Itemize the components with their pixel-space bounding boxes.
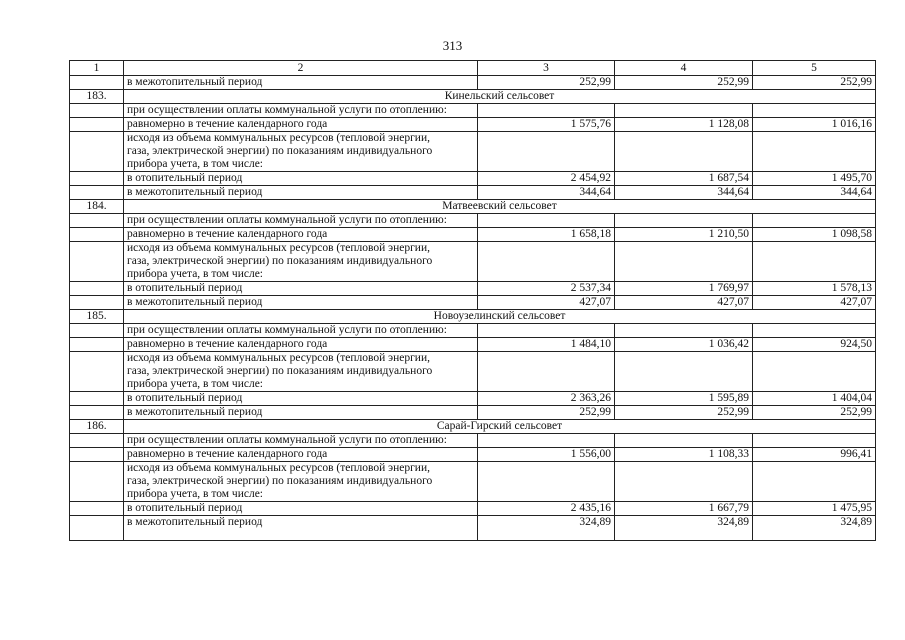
value-cell: 427,07 bbox=[478, 296, 615, 310]
label-line: прибора учета, в том числе: bbox=[127, 378, 263, 390]
value-cell: 252,99 bbox=[753, 76, 876, 90]
label-cell: равномерно в течение календарного года bbox=[124, 448, 478, 462]
value-cell: 2 363,26 bbox=[478, 392, 615, 406]
value-cell: 1 098,58 bbox=[753, 228, 876, 242]
value-cell: 324,89 bbox=[615, 516, 753, 541]
index-cell bbox=[70, 392, 124, 406]
label-cell: при осуществлении оплаты коммунальной услуги по отоплению: bbox=[124, 214, 478, 228]
value-cell: 1 495,70 bbox=[753, 172, 876, 186]
label-cell: равномерно в течение календарного года bbox=[124, 118, 478, 132]
value-cell: 1 036,42 bbox=[615, 338, 753, 352]
value-cell bbox=[478, 462, 615, 502]
section-name: Матвеевский сельсовет bbox=[124, 200, 876, 214]
value-cell: 252,99 bbox=[478, 406, 615, 420]
table-row bbox=[70, 296, 876, 310]
value-cell: 252,99 bbox=[615, 76, 753, 90]
value-cell bbox=[478, 242, 615, 282]
table-row bbox=[70, 352, 876, 392]
label-line: исходя из объема коммунальных ресурсов (тепловой энергии, bbox=[127, 132, 430, 144]
label-line: исходя из объема коммунальных ресурсов (тепловой энергии, bbox=[127, 352, 430, 364]
index-cell bbox=[70, 214, 124, 228]
value-cell: 1 016,16 bbox=[753, 118, 876, 132]
section-index: 186. bbox=[70, 420, 124, 434]
value-cell: 1 556,00 bbox=[478, 448, 615, 462]
column-header-row bbox=[70, 61, 876, 76]
label-line: прибора учета, в том числе: bbox=[127, 488, 263, 500]
table-row bbox=[70, 186, 876, 200]
label-cell: в межотопительный период bbox=[124, 186, 478, 200]
table-row bbox=[70, 282, 876, 296]
table-row bbox=[70, 132, 876, 172]
table-row bbox=[70, 338, 876, 352]
label-cell: в отопительный период bbox=[124, 282, 478, 296]
value-cell: 252,99 bbox=[753, 406, 876, 420]
tariff-table bbox=[69, 60, 876, 541]
label-line: газа, электрической энергии) по показаниям индивидуального bbox=[127, 365, 433, 377]
table-row bbox=[70, 434, 876, 448]
index-cell bbox=[70, 324, 124, 338]
index-cell bbox=[70, 132, 124, 172]
table-row bbox=[70, 76, 876, 90]
value-cell: 1 595,89 bbox=[615, 392, 753, 406]
column-header: 5 bbox=[753, 61, 876, 76]
index-cell bbox=[70, 296, 124, 310]
index-cell bbox=[70, 104, 124, 118]
label-line: прибора учета, в том числе: bbox=[127, 268, 263, 280]
value-cell bbox=[615, 132, 753, 172]
value-cell bbox=[753, 104, 876, 118]
index-cell bbox=[70, 352, 124, 392]
label-cell: в отопительный период bbox=[124, 392, 478, 406]
label-cell bbox=[124, 462, 478, 502]
section-index: 184. bbox=[70, 200, 124, 214]
label-cell: в отопительный период bbox=[124, 502, 478, 516]
label-line: исходя из объема коммунальных ресурсов (тепловой энергии, bbox=[127, 462, 430, 474]
index-cell bbox=[70, 76, 124, 90]
table-row bbox=[70, 172, 876, 186]
value-cell bbox=[615, 214, 753, 228]
table-row bbox=[70, 90, 876, 104]
label-cell: при осуществлении оплаты коммунальной услуги по отоплению: bbox=[124, 324, 478, 338]
value-cell bbox=[478, 434, 615, 448]
value-cell: 1 108,33 bbox=[615, 448, 753, 462]
section-index: 183. bbox=[70, 90, 124, 104]
value-cell bbox=[753, 242, 876, 282]
label-cell: равномерно в течение календарного года bbox=[124, 338, 478, 352]
label-cell: в отопительный период bbox=[124, 172, 478, 186]
table-row bbox=[70, 214, 876, 228]
value-cell bbox=[615, 352, 753, 392]
label-line: газа, электрической энергии) по показаниям индивидуального bbox=[127, 255, 433, 267]
column-header: 2 bbox=[124, 61, 478, 76]
value-cell: 252,99 bbox=[478, 76, 615, 90]
index-cell bbox=[70, 462, 124, 502]
index-cell bbox=[70, 228, 124, 242]
value-cell: 924,50 bbox=[753, 338, 876, 352]
value-cell: 1 578,13 bbox=[753, 282, 876, 296]
value-cell: 427,07 bbox=[615, 296, 753, 310]
value-cell bbox=[753, 462, 876, 502]
table-row bbox=[70, 228, 876, 242]
table-row bbox=[70, 104, 876, 118]
section-name: Сарай-Гирский сельсовет bbox=[124, 420, 876, 434]
value-cell bbox=[615, 242, 753, 282]
value-cell bbox=[478, 324, 615, 338]
label-cell bbox=[124, 132, 478, 172]
value-cell: 996,41 bbox=[753, 448, 876, 462]
index-cell bbox=[70, 406, 124, 420]
value-cell: 2 454,92 bbox=[478, 172, 615, 186]
section-name: Новоузелинский сельсовет bbox=[124, 310, 876, 324]
value-cell bbox=[753, 434, 876, 448]
value-cell bbox=[478, 104, 615, 118]
label-cell: при осуществлении оплаты коммунальной услуги по отоплению: bbox=[124, 104, 478, 118]
section-index: 185. bbox=[70, 310, 124, 324]
label-cell: при осуществлении оплаты коммунальной услуги по отоплению: bbox=[124, 434, 478, 448]
value-cell: 344,64 bbox=[615, 186, 753, 200]
value-cell: 1 404,04 bbox=[753, 392, 876, 406]
label-cell: в межотопительный период bbox=[124, 296, 478, 310]
label-cell: в межотопительный период bbox=[124, 516, 478, 541]
value-cell: 2 435,16 bbox=[478, 502, 615, 516]
table-row bbox=[70, 324, 876, 338]
value-cell: 1 658,18 bbox=[478, 228, 615, 242]
index-cell bbox=[70, 434, 124, 448]
value-cell: 344,64 bbox=[478, 186, 615, 200]
value-cell bbox=[615, 462, 753, 502]
value-cell: 1 128,08 bbox=[615, 118, 753, 132]
label-line: исходя из объема коммунальных ресурсов (тепловой энергии, bbox=[127, 242, 430, 254]
value-cell bbox=[753, 324, 876, 338]
table-row bbox=[70, 200, 876, 214]
value-cell: 1 210,50 bbox=[615, 228, 753, 242]
column-header: 1 bbox=[70, 61, 124, 76]
label-cell bbox=[124, 242, 478, 282]
section-name: Кинельский сельсовет bbox=[124, 90, 876, 104]
column-header: 3 bbox=[478, 61, 615, 76]
label-cell: в межотопительный период bbox=[124, 406, 478, 420]
value-cell bbox=[478, 132, 615, 172]
index-cell bbox=[70, 516, 124, 541]
index-cell bbox=[70, 338, 124, 352]
index-cell bbox=[70, 282, 124, 296]
value-cell: 1 475,95 bbox=[753, 502, 876, 516]
value-cell: 1 667,79 bbox=[615, 502, 753, 516]
value-cell bbox=[478, 214, 615, 228]
index-cell bbox=[70, 448, 124, 462]
value-cell: 344,64 bbox=[753, 186, 876, 200]
value-cell: 252,99 bbox=[615, 406, 753, 420]
table-row bbox=[70, 462, 876, 502]
table-row bbox=[70, 406, 876, 420]
value-cell bbox=[615, 104, 753, 118]
label-line: прибора учета, в том числе: bbox=[127, 158, 263, 170]
value-cell bbox=[753, 132, 876, 172]
value-cell bbox=[753, 352, 876, 392]
label-cell: в межотопительный период bbox=[124, 76, 478, 90]
value-cell: 1 769,97 bbox=[615, 282, 753, 296]
value-cell bbox=[615, 434, 753, 448]
label-cell: равномерно в течение календарного года bbox=[124, 228, 478, 242]
table-row bbox=[70, 516, 876, 541]
index-cell bbox=[70, 186, 124, 200]
value-cell bbox=[753, 214, 876, 228]
value-cell: 1 575,76 bbox=[478, 118, 615, 132]
index-cell bbox=[70, 242, 124, 282]
value-cell: 1 687,54 bbox=[615, 172, 753, 186]
value-cell bbox=[478, 352, 615, 392]
page-number: 313 bbox=[442, 38, 463, 53]
label-cell bbox=[124, 352, 478, 392]
table-row bbox=[70, 448, 876, 462]
label-line: газа, электрической энергии) по показаниям индивидуального bbox=[127, 475, 433, 487]
table-row bbox=[70, 420, 876, 434]
table-row bbox=[70, 242, 876, 282]
table-row bbox=[70, 310, 876, 324]
value-cell: 324,89 bbox=[478, 516, 615, 541]
index-cell bbox=[70, 502, 124, 516]
value-cell: 2 537,34 bbox=[478, 282, 615, 296]
value-cell: 427,07 bbox=[753, 296, 876, 310]
table-row bbox=[70, 392, 876, 406]
index-cell bbox=[70, 118, 124, 132]
value-cell: 1 484,10 bbox=[478, 338, 615, 352]
label-line: газа, электрической энергии) по показаниям индивидуального bbox=[127, 145, 433, 157]
value-cell bbox=[615, 324, 753, 338]
value-cell: 324,89 bbox=[753, 516, 876, 541]
index-cell bbox=[70, 172, 124, 186]
table-row bbox=[70, 502, 876, 516]
table-row bbox=[70, 118, 876, 132]
column-header: 4 bbox=[615, 61, 753, 76]
